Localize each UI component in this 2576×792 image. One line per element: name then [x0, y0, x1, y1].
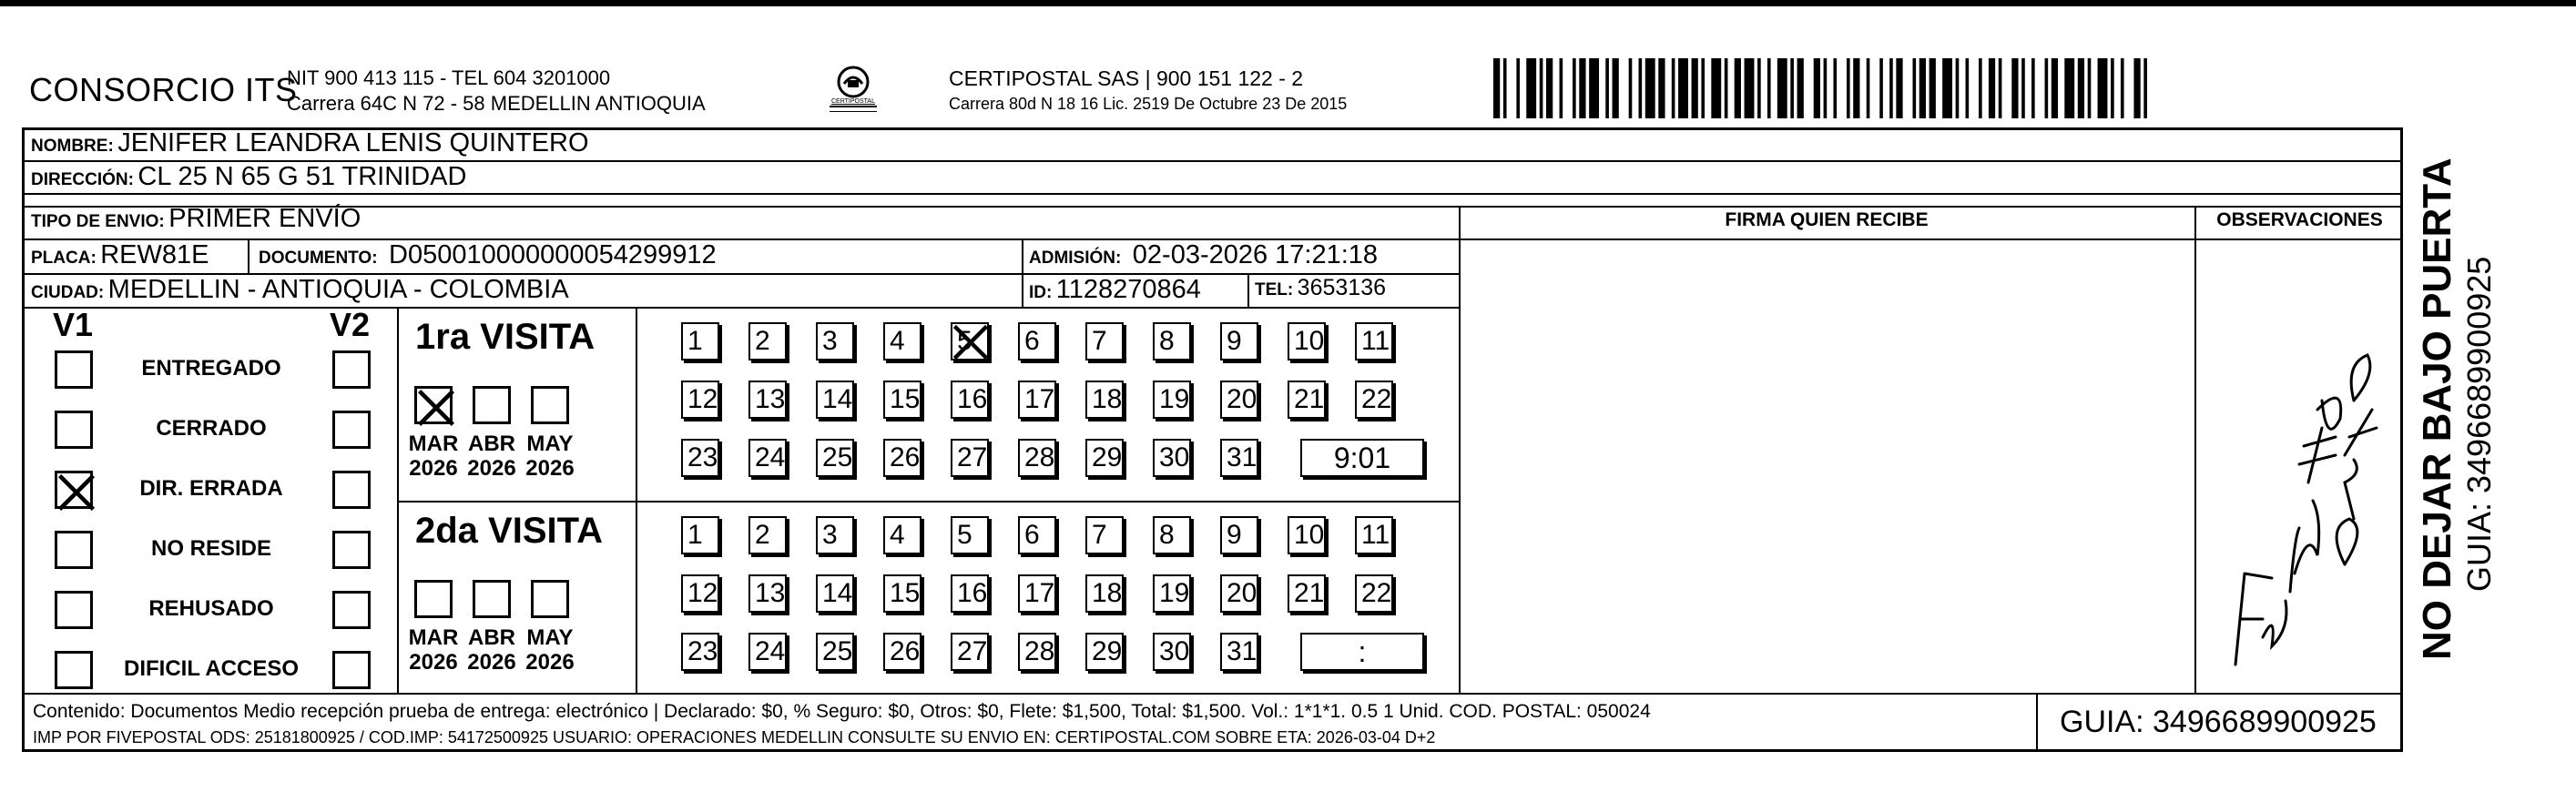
month-checkbox[interactable] [473, 386, 511, 424]
day-number: 1 [687, 520, 703, 550]
day-number: 11 [1361, 326, 1390, 356]
month-checkbox[interactable] [473, 580, 511, 618]
v2-checkbox[interactable] [332, 651, 371, 689]
ciudad-label: CIUDAD: [31, 283, 105, 302]
month-name: MAY [526, 432, 574, 456]
day-cell[interactable] [816, 574, 854, 613]
day-cell[interactable] [951, 574, 989, 613]
day-cell[interactable] [1288, 516, 1326, 554]
tipo-row [31, 204, 361, 234]
day-number: 21 [1294, 578, 1325, 608]
day-cell[interactable] [1355, 322, 1393, 360]
month-year: 2026 [525, 456, 575, 481]
month-year: 2026 [525, 650, 575, 675]
carrier-license: Carrera 80d N 18 16 Lic. 2519 De Octubre 23 De 2015 [949, 95, 1348, 113]
day-cell[interactable] [816, 633, 854, 671]
day-number: 23 [687, 442, 718, 472]
carrier-info [949, 66, 1347, 117]
day-number: 11 [1361, 520, 1390, 550]
company-info [287, 66, 706, 117]
carrier-line: CERTIPOSTAL SAS | 900 151 122 - 2 [949, 66, 1304, 90]
day-number: 26 [890, 442, 921, 472]
tel-value: 3653136 [1297, 275, 1386, 300]
day-number: 6 [1024, 326, 1040, 356]
day-cell[interactable] [681, 439, 719, 477]
day-number: 7 [1092, 326, 1107, 356]
day-number: 1 [687, 326, 703, 356]
day-number: 31 [1227, 636, 1257, 666]
day-number: 22 [1361, 578, 1392, 608]
footer-imp: IMP POR FIVEPOSTAL ODS: 25181800925 / COD.IMP: 54172500925 USUARIO: OPERACIONES MEDELLIN CONSULTE SU ENVIO EN: CERTIPOSTAL.COM SOBRE ETA: 2026-03-04 D+2 [33, 728, 1436, 746]
status-label: DIFICIL ACCESO [123, 656, 299, 681]
day-number: 18 [1092, 384, 1123, 414]
v1-checkbox[interactable] [55, 651, 93, 689]
day-cell[interactable] [816, 322, 854, 360]
placa-row [31, 240, 209, 270]
v2-checkbox[interactable] [332, 591, 371, 629]
day-number: 17 [1024, 384, 1055, 414]
day-number: 25 [822, 636, 853, 666]
day-number: 16 [957, 578, 988, 608]
side-title: NO DEJAR BAJO PUERTA [2415, 157, 2459, 660]
day-cell[interactable] [951, 381, 989, 419]
day-cell[interactable] [681, 633, 719, 671]
day-number: 10 [1294, 520, 1325, 550]
day-cell[interactable] [1220, 633, 1258, 671]
day-cell[interactable] [883, 381, 921, 419]
status-label: DIR. ERRADA [139, 476, 283, 501]
ciudad-row [31, 275, 569, 305]
day-cell[interactable] [681, 322, 719, 360]
day-number: 29 [1092, 636, 1123, 666]
day-cell[interactable] [1355, 516, 1393, 554]
day-number: 3 [822, 520, 838, 550]
nombre-value: JENIFER LEANDRA LENIS QUINTERO [117, 128, 589, 157]
col-divider [636, 307, 637, 693]
month-year: 2026 [467, 650, 516, 675]
month-name: ABR [468, 432, 515, 456]
v2-checkbox[interactable] [332, 531, 371, 569]
direccion-row [31, 162, 466, 192]
day-cell[interactable] [951, 439, 989, 477]
day-cell[interactable] [1018, 574, 1056, 613]
day-cell[interactable] [1085, 516, 1124, 554]
day-number: 19 [1159, 578, 1190, 608]
v2-checkbox[interactable] [332, 471, 371, 509]
day-number: 26 [890, 636, 921, 666]
day-number: 14 [822, 578, 853, 608]
day-cell[interactable] [748, 574, 787, 613]
day-cell[interactable] [1220, 439, 1258, 477]
day-cell[interactable] [1085, 322, 1124, 360]
day-cell[interactable] [816, 381, 854, 419]
day-number: 3 [822, 326, 838, 356]
v1-checkbox[interactable] [55, 411, 93, 449]
day-cell[interactable] [748, 516, 787, 554]
v2-checkbox[interactable] [332, 350, 371, 389]
day-number: 19 [1159, 384, 1190, 414]
barcode [1493, 58, 2167, 118]
month-checkbox[interactable] [414, 386, 453, 424]
day-number: 28 [1024, 442, 1055, 472]
documento-label: DOCUMENTO: [259, 249, 378, 268]
day-cell[interactable] [1018, 381, 1056, 419]
logo-text: CERTIPOSTAL [831, 98, 875, 105]
day-cell[interactable] [1288, 322, 1326, 360]
month-checkbox[interactable] [531, 386, 569, 424]
day-number: 23 [687, 636, 718, 666]
day-cell[interactable] [883, 516, 921, 554]
day-number: 7 [1092, 520, 1107, 550]
row-divider [22, 193, 2403, 195]
company-nit: NIT 900 413 115 - TEL 604 3201000 [287, 66, 611, 89]
day-cell[interactable] [1018, 633, 1056, 671]
ciudad-value: MEDELLIN - ANTIOQUIA - COLOMBIA [107, 275, 569, 304]
day-number: 30 [1159, 636, 1190, 666]
day-number: 12 [687, 578, 718, 608]
nombre-row [31, 128, 589, 158]
day-number: 13 [755, 384, 786, 414]
placa-label: PLACA: [31, 249, 97, 268]
v1-label: V1 [53, 306, 94, 343]
time-field[interactable]: : [1300, 633, 1424, 671]
row-divider [22, 693, 2403, 695]
day-cell[interactable] [1220, 516, 1258, 554]
month-checkbox[interactable] [531, 580, 569, 618]
day-cell[interactable] [1153, 574, 1191, 613]
day-cell[interactable] [883, 574, 921, 613]
day-cell[interactable] [1220, 322, 1258, 360]
footer-contenido: Contenido: Documentos Medio recepción prueba de entrega: electrónico | Declarado: $0, % Seguro: $0, Otros: $0, Flete: $1,500, Total: $1,500. Vol.: 1*1*1. 0.5 1 Unid. COD. POSTAL: 050024 [33, 701, 1651, 722]
day-cell[interactable] [1220, 574, 1258, 613]
day-cell[interactable] [748, 633, 787, 671]
row-divider [22, 206, 2403, 208]
day-number: 18 [1092, 578, 1123, 608]
observaciones-header: OBSERVACIONES [2216, 209, 2383, 230]
day-number: 10 [1294, 326, 1325, 356]
day-cell[interactable] [816, 439, 854, 477]
day-cell[interactable] [1220, 381, 1258, 419]
day-number: 12 [687, 384, 718, 414]
documento-value: D050010000000054299912 [389, 240, 717, 269]
company-name: CONSORCIO ITS [29, 71, 298, 108]
day-cell[interactable] [748, 322, 787, 360]
day-cell[interactable] [681, 574, 719, 613]
day-cell[interactable] [816, 516, 854, 554]
status-label: NO RESIDE [150, 536, 272, 561]
month-label [463, 432, 520, 481]
day-number: 20 [1227, 384, 1257, 414]
day-cell[interactable] [1288, 381, 1326, 419]
month-year: 2026 [409, 650, 458, 675]
day-number: 31 [1227, 442, 1257, 472]
month-label [405, 432, 462, 481]
v1-checkbox[interactable] [55, 471, 93, 509]
day-number: 8 [1159, 520, 1175, 550]
month-name: MAR [408, 432, 459, 456]
day-number: 15 [890, 384, 921, 414]
day-cell[interactable] [1153, 516, 1191, 554]
day-cell[interactable] [883, 439, 921, 477]
day-cell[interactable] [1153, 633, 1191, 671]
direccion-value: CL 25 N 65 G 51 TRINIDAD [137, 162, 467, 191]
month-year: 2026 [467, 456, 516, 481]
day-cell[interactable] [1153, 439, 1191, 477]
day-cell[interactable] [951, 633, 989, 671]
day-cell[interactable] [1288, 574, 1326, 613]
day-number: 24 [755, 442, 786, 472]
v2-checkbox[interactable] [332, 411, 371, 449]
admision-label: ADMISIÓN: [1029, 249, 1122, 268]
day-number: 25 [822, 442, 853, 472]
v1-checkbox[interactable] [55, 591, 93, 629]
day-cell[interactable] [1153, 322, 1191, 360]
day-cell[interactable] [883, 633, 921, 671]
day-number: 2 [755, 326, 770, 356]
day-number: 4 [890, 520, 905, 550]
status-label: REHUSADO [148, 596, 274, 621]
footer-guia: GUIA: 3496689900925 [2060, 705, 2377, 739]
day-number: 21 [1294, 384, 1325, 414]
day-number: 6 [1024, 520, 1040, 550]
day-number: 8 [1159, 326, 1175, 356]
month-label [522, 625, 578, 675]
col-divider [2194, 206, 2196, 695]
day-number: 5 [957, 326, 972, 356]
day-number: 24 [755, 636, 786, 666]
day-number: 13 [755, 578, 786, 608]
row-divider [22, 307, 1461, 309]
day-number: 27 [957, 636, 988, 666]
day-cell[interactable] [1153, 381, 1191, 419]
admision-value: 02-03-2026 17:21:18 [1132, 240, 1379, 269]
day-number: 22 [1361, 384, 1392, 414]
day-number: 15 [890, 578, 921, 608]
day-cell[interactable] [1085, 439, 1124, 477]
day-number: 28 [1024, 636, 1055, 666]
col-divider [1022, 239, 1023, 307]
day-cell[interactable] [1085, 574, 1124, 613]
col-divider [248, 239, 249, 273]
certipostal-logo [824, 64, 882, 118]
direccion-label: DIRECCIÓN: [31, 170, 134, 189]
col-divider [1459, 206, 1461, 695]
day-cell[interactable] [1018, 516, 1056, 554]
documento-row [259, 240, 717, 270]
col-divider [397, 307, 399, 693]
tel-row [1255, 275, 1386, 301]
status-label: ENTREGADO [141, 356, 281, 381]
day-number: 4 [890, 326, 905, 356]
tipo-label: TIPO DE ENVIO: [31, 212, 165, 231]
placa-value: REW81E [100, 240, 209, 269]
day-number: 2 [755, 520, 770, 550]
day-cell[interactable] [748, 381, 787, 419]
top-border [0, 0, 2576, 6]
observaciones-handwriting [2208, 300, 2390, 683]
day-cell[interactable] [883, 322, 921, 360]
v1-checkbox[interactable] [55, 350, 93, 389]
month-name: MAR [408, 625, 459, 650]
firma-header: FIRMA QUIEN RECIBE [1725, 209, 1929, 230]
col-divider [2036, 693, 2038, 752]
day-number: 16 [957, 384, 988, 414]
id-value: 1128270864 [1055, 275, 1201, 304]
company-address: Carrera 64C N 72 - 58 MEDELLIN ANTIOQUIA [287, 92, 706, 115]
v2-label: V2 [330, 306, 371, 343]
visit-title: 1ra VISITA [415, 317, 596, 357]
day-number: 14 [822, 384, 853, 414]
tipo-value: PRIMER ENVÍO [168, 204, 361, 233]
visit-divider [397, 501, 1461, 503]
month-checkbox[interactable] [414, 580, 453, 618]
month-name: ABR [468, 625, 515, 650]
day-cell[interactable] [951, 322, 989, 360]
v1-checkbox[interactable] [55, 531, 93, 569]
month-label [522, 432, 578, 481]
day-cell[interactable] [1085, 381, 1124, 419]
id-label: ID: [1029, 283, 1053, 302]
day-cell[interactable] [1018, 439, 1056, 477]
month-year: 2026 [409, 456, 458, 481]
status-label: CERRADO [156, 416, 267, 441]
month-name: MAY [526, 625, 574, 650]
side-guia: GUIA: 3496689900925 [2460, 256, 2498, 592]
nombre-label: NOMBRE: [31, 137, 114, 156]
day-cell[interactable] [748, 439, 787, 477]
day-cell[interactable] [1085, 633, 1124, 671]
id-row [1029, 275, 1201, 305]
admision-row [1029, 240, 1378, 270]
month-label [463, 625, 520, 675]
day-cell[interactable] [951, 516, 989, 554]
day-cell[interactable] [1018, 322, 1056, 360]
day-number: 9 [1227, 326, 1242, 356]
day-number: 5 [957, 520, 972, 550]
day-number: 9 [1227, 520, 1242, 550]
col-divider [1247, 273, 1249, 307]
visit-title: 2da VISITA [415, 511, 603, 551]
day-number: 17 [1024, 578, 1055, 608]
time-field[interactable]: 9:01 [1300, 439, 1424, 477]
day-cell[interactable] [1355, 574, 1393, 613]
day-cell[interactable] [1355, 381, 1393, 419]
tel-label: TEL: [1255, 280, 1294, 300]
day-number: 29 [1092, 442, 1123, 472]
day-number: 30 [1159, 442, 1190, 472]
day-number: 27 [957, 442, 988, 472]
day-number: 20 [1227, 578, 1257, 608]
month-label [405, 625, 462, 675]
day-cell[interactable] [681, 516, 719, 554]
day-cell[interactable] [681, 381, 719, 419]
